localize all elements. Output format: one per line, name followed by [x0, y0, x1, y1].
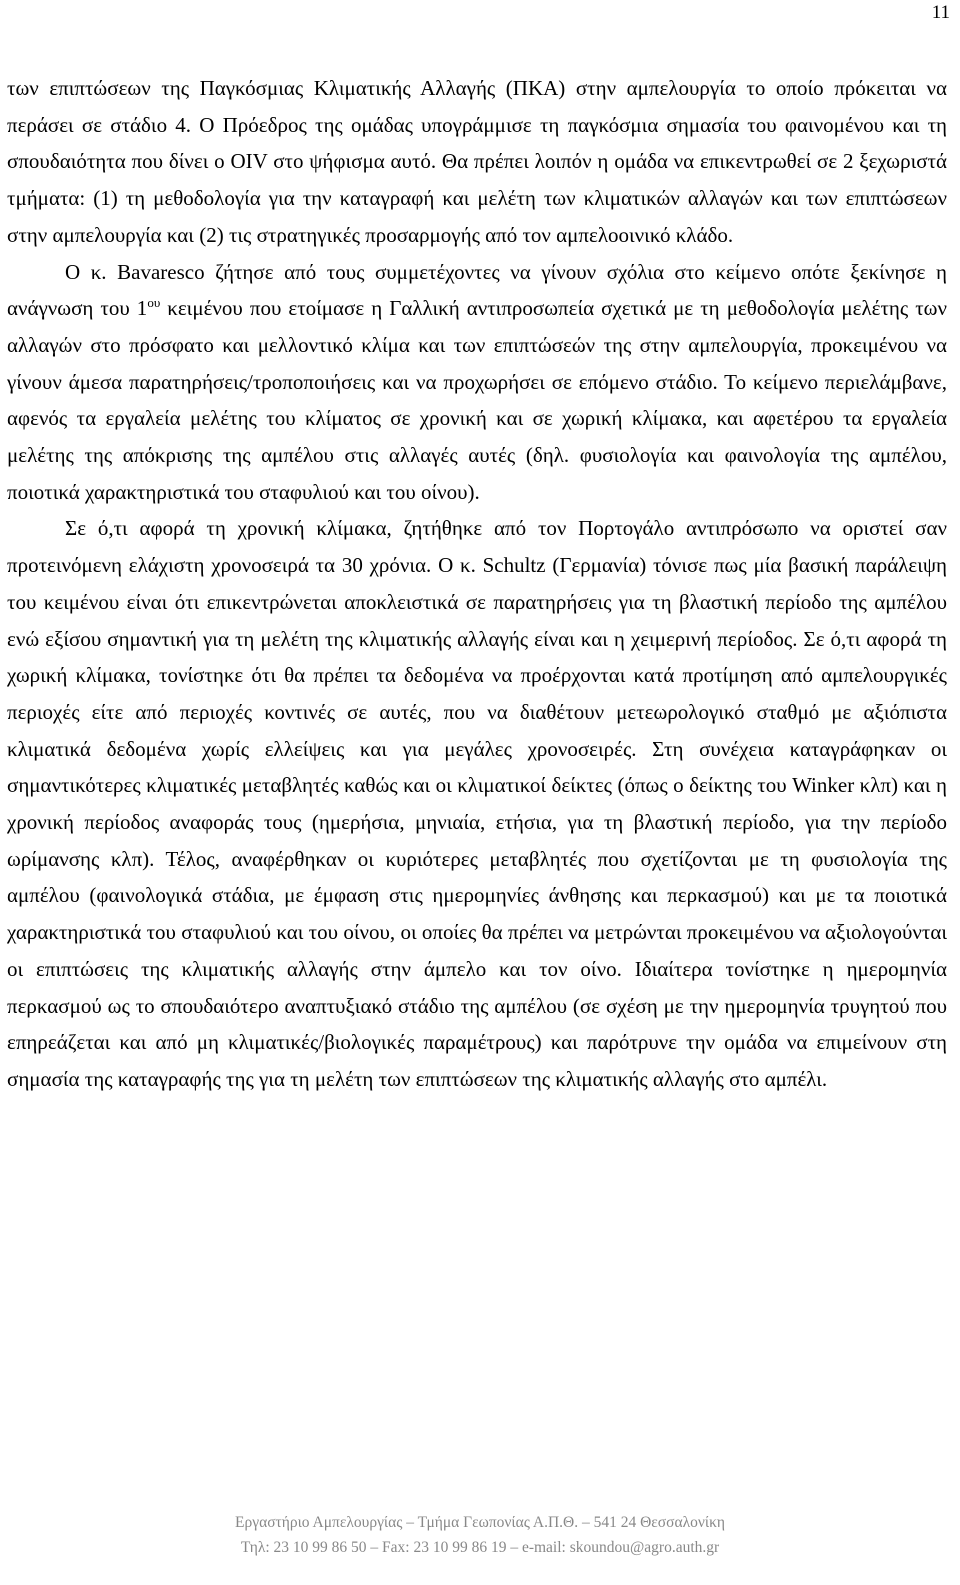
paragraph-2-text-end: κειμένου που ετοίμασε η Γαλλική αντιπροσωπεία σχετικά με τη μεθοδολογία μελέτης των αλλαγών στο πρόσφατο και μελλοντικό κλίμα και των επιπτώσεών της στην αμπελουργία, προκειμένου να γίνουν άμεσα παρατηρήσεις/τροποποιήσεις και να προχωρήσει σε επόμενο στάδιο. Το κείμενο περιελάμβανε, αφενός τα εργαλεία μελέτης του κλίματος σε χρονική και σε χωρική κλίμακα, και αφετέρου τα εργαλεία μελέτης της απόκρισης της αμπέλου στις αλλαγές αυτές (δηλ. φυσιολογία και φαινολογία της αμπέλου, ποιοτικά χαρακτηριστικά του σταφυλιού και του οίνου). [7, 296, 947, 504]
page-footer [0, 1510, 960, 1560]
ordinal-superscript: ου [147, 295, 161, 311]
document-body [7, 70, 947, 1098]
footer-address: Εργαστήριο Αμπελουργίας – Τμήμα Γεωπονίας Α.Π.Θ. – 541 24 Θεσσαλονίκη [235, 1514, 725, 1531]
page-number: 11 [931, 2, 950, 23]
footer-contact: Τηλ: 23 10 99 86 50 – Fax: 23 10 99 86 19 – e-mail: skoundou@agro.auth.gr [240, 1539, 720, 1556]
paragraph-2-text-start: Ο κ. Bavaresco ζήτησε από τους συμμετέχοντες να γίνουν σχόλια στο κείμενο οπότε ξεκίνησε η ανάγνωση του 1 [7, 259, 947, 321]
paragraph-1: των επιπτώσεων της Παγκόσμιας Κλιματικής Αλλαγής (ΠΚΑ) στην αμπελουργία το οποίο πρόκειται να περάσει σε στάδιο 4. Ο Πρόεδρος της ομάδας υπογράμμισε τη παγκόσμια σημασία του φαινομένου και τη σπουδαιότητα που δίνει ο OIV στο ψήφισμα αυτό. Θα πρέπει λοιπόν η ομάδα να επικεντρωθεί σε 2 ξεχωριστά τμήματα: (1) τη μεθοδολογία για την καταγραφή και μελέτη των κλιματικών αλλαγών και των επιπτώσεων στην αμπελουργία και (2) τις στρατηγικές προσαρμογής από τον αμπελοοινικό κλάδο. [7, 76, 947, 247]
paragraph-2 [7, 254, 947, 511]
paragraph-3: Σε ό,τι αφορά τη χρονική κλίμακα, ζητήθηκε από τον Πορτογάλο αντιπρόσωπο να οριστεί σαν προτεινόμενη ελάχιστη χρονοσειρά τα 30 χρόνια. Ο κ. Schultz (Γερμανία) τόνισε πως μία βασική παράλειψη του κειμένου είναι ότι επικεντρώνεται αποκλειστικά σε παρατηρήσεις για τη βλαστική περίοδο της αμπέλου ενώ εξίσου σημαντική για τη μελέτη της κλιματικής αλλαγής είναι και η χειμερινή περίοδος. Σε ό,τι αφορά τη χωρική κλίμακα, τονίστηκε ότι θα πρέπει τα δεδομένα να προέρχονται κατά προτίμηση από αμπελουργικές περιοχές είτε από περιοχές κοντινές σε αυτές, που να διαθέτουν μετεωρολογικό σταθμό με αξιόπιστα κλιματικά δεδομένα χωρίς ελλείψεις και για μεγάλες χρονοσειρές. Στη συνέχεια καταγράφηκαν οι σημαντικότερες κλιματικές μεταβλητές καθώς και οι κλιματικοί δείκτες (όπως ο δείκτης του Winker κλπ) και η χρονική περίοδος αναφοράς τους (ημερήσια, μηνιαία, ετήσια, για τη βλαστική περίοδο, για την περίοδο ωρίμανσης κλπ). Τέλος, αναφέρθηκαν οι κυριότερες μεταβλητές που σχετίζονται με τη φυσιολογία της αμπέλου (φαινολογικά στάδια, με έμφαση στις ημερομηνίες άνθησης και περκασμού) και με τα ποιοτικά χαρακτηριστικά του σταφυλιού και του οίνου, οι οποίες θα πρέπει να μετρώνται προκειμένου να αξιολογούνται οι επιπτώσεις της κλιματικής αλλαγής στην άμπελο και τον οίνο. Ιδιαίτερα τονίστηκε η ημερομηνία περκασμού ως το σπουδαιότερο αναπτυξιακό στάδιο της αμπέλου (σε σχέση με την ημερομηνία τρυγητού που επηρεάζεται και από μη κλιματικές/βιολογικές παραμέτρους) και παρότρυνε την ομάδα να επιμείνουν στη σημασία της καταγραφής της για τη μελέτη των επιπτώσεων της κλιματικής αλλαγής στο αμπέλι. [7, 516, 947, 1091]
